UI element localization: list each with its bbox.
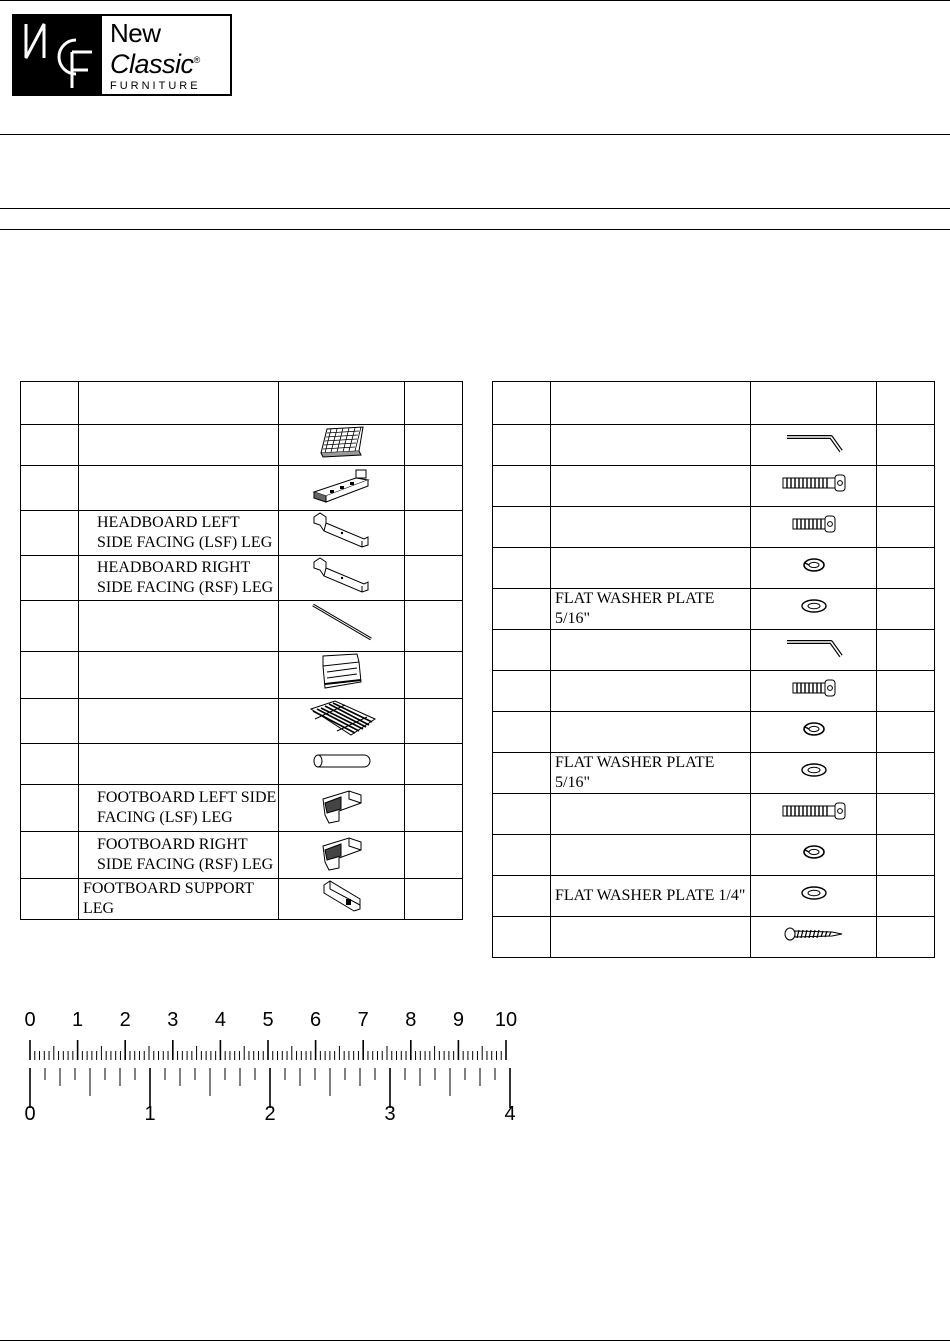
part-image-cell <box>751 876 877 917</box>
part-image-cell <box>751 630 877 671</box>
bolt-icon <box>789 678 839 698</box>
header-description-cell <box>79 382 279 425</box>
footboard-leg-icon <box>319 832 365 872</box>
inch-label: 0 <box>24 1103 36 1124</box>
part-number-cell <box>21 601 79 652</box>
part-description-cell <box>79 879 279 920</box>
header-no-cell <box>493 382 551 425</box>
cm-label: 3 <box>167 1009 179 1031</box>
table-row <box>21 466 463 511</box>
part-description-cell <box>79 699 279 744</box>
part-image-cell <box>751 794 877 835</box>
table-row <box>493 466 935 507</box>
allen-key-icon <box>781 634 847 660</box>
part-number-cell <box>493 630 551 671</box>
table-row <box>21 699 463 744</box>
header-qty-cell <box>877 382 935 425</box>
part-number-cell <box>21 466 79 511</box>
part-image-cell <box>279 425 405 466</box>
part-qty-cell <box>405 785 463 832</box>
logo-wordmark <box>110 20 201 92</box>
part-number-cell <box>493 589 551 630</box>
part-qty-cell <box>405 601 463 652</box>
table-row <box>493 876 935 917</box>
flat-washer-icon <box>799 762 829 778</box>
table-row <box>493 917 935 958</box>
inch-label: 4 <box>504 1103 516 1124</box>
part-image-cell <box>751 507 877 548</box>
part-description-cell <box>79 652 279 699</box>
cm-label: 9 <box>452 1009 464 1031</box>
part-description-line: SIDE FACING (RSF) LEG <box>97 856 274 873</box>
part-description-cell <box>551 589 751 630</box>
cm-label: 2 <box>119 1009 131 1031</box>
part-description-cell <box>79 744 279 785</box>
table-row <box>493 589 935 630</box>
part-image-cell <box>279 699 405 744</box>
part-description-line: SIDE FACING (RSF) LEG <box>97 579 274 596</box>
header-no-cell <box>21 382 79 425</box>
part-description-cell <box>79 832 279 879</box>
part-number-cell <box>493 425 551 466</box>
part-number-cell <box>21 832 79 879</box>
divider <box>0 134 950 135</box>
table-row <box>21 744 463 785</box>
part-number-cell <box>21 511 79 556</box>
table-row <box>21 556 463 601</box>
part-qty-cell <box>877 589 935 630</box>
part-description-cell <box>551 876 751 917</box>
table-row <box>493 794 935 835</box>
part-description-cell <box>79 785 279 832</box>
cm-label: 8 <box>405 1009 417 1031</box>
part-image-cell <box>279 511 405 556</box>
part-number-cell <box>493 671 551 712</box>
part-description-line: FOOTBOARD RIGHT <box>97 836 248 853</box>
part-description-cell <box>551 794 751 835</box>
lock-washer-icon <box>801 557 827 573</box>
part-image-cell <box>279 879 405 920</box>
part-qty-cell <box>877 794 935 835</box>
part-number-cell <box>493 507 551 548</box>
part-qty-cell <box>405 744 463 785</box>
part-qty-cell <box>405 699 463 744</box>
flat-washer-icon <box>799 885 829 901</box>
parts-table <box>20 381 463 920</box>
part-description-cell <box>79 425 279 466</box>
part-image-cell <box>751 425 877 466</box>
footboard-leg-icon <box>319 785 365 825</box>
part-number-cell <box>21 785 79 832</box>
part-qty-cell <box>405 466 463 511</box>
lock-washer-icon <box>801 844 827 860</box>
part-description-text: FLAT WASHER PLATE 5/16" <box>555 754 715 791</box>
long-bolt-icon <box>779 801 849 821</box>
header-image-cell <box>279 382 405 425</box>
allen-key-icon <box>781 429 847 455</box>
company-logo <box>12 14 232 96</box>
part-description-cell <box>551 712 751 753</box>
cm-label: 6 <box>310 1009 322 1031</box>
part-description-cell <box>551 630 751 671</box>
part-image-cell <box>751 589 877 630</box>
table-row <box>21 785 463 832</box>
part-description-line: HEADBOARD RIGHT <box>97 559 251 576</box>
hardware-table <box>492 381 935 958</box>
dowel-icon <box>308 751 376 771</box>
cm-label: 5 <box>262 1009 274 1031</box>
part-number-cell <box>21 652 79 699</box>
logo-line-furniture: FURNITURE <box>110 80 201 92</box>
part-description-cell <box>79 511 279 556</box>
table-row <box>493 548 935 589</box>
inch-label: 3 <box>384 1103 396 1124</box>
cm-label: 7 <box>357 1009 369 1031</box>
part-description-cell <box>79 466 279 511</box>
inch-label: 1 <box>144 1103 156 1124</box>
header-qty-cell <box>405 382 463 425</box>
part-image-cell <box>279 466 405 511</box>
table-row <box>21 425 463 466</box>
part-number-cell <box>493 917 551 958</box>
part-number-cell <box>21 744 79 785</box>
table-row <box>493 630 935 671</box>
part-number-cell <box>21 879 79 920</box>
part-image-cell <box>279 556 405 601</box>
table-row <box>493 507 935 548</box>
part-description-cell <box>551 835 751 876</box>
part-number-cell <box>493 753 551 794</box>
part-description-text: FLAT WASHER PLATE 5/16" <box>555 590 715 627</box>
part-qty-cell <box>405 879 463 920</box>
table-row <box>21 652 463 699</box>
part-qty-cell <box>405 652 463 699</box>
part-description-cell <box>551 917 751 958</box>
part-number-cell <box>493 835 551 876</box>
table-row <box>21 832 463 879</box>
lock-washer-icon <box>801 721 827 737</box>
leg-icon <box>312 556 372 594</box>
part-qty-cell <box>877 671 935 712</box>
inch-label: 2 <box>264 1103 276 1124</box>
divider <box>0 1340 950 1341</box>
divider <box>0 229 950 230</box>
wood-screw-icon <box>782 926 846 942</box>
part-qty-cell <box>877 548 935 589</box>
ncf-monogram-logo <box>14 16 102 94</box>
part-qty-cell <box>877 466 935 507</box>
part-qty-cell <box>405 425 463 466</box>
part-number-cell <box>493 794 551 835</box>
part-description-cell <box>79 601 279 652</box>
part-description-line: FOOTBOARD LEFT SIDE <box>97 789 277 806</box>
part-description-cell <box>551 425 751 466</box>
part-number-cell <box>21 425 79 466</box>
part-qty-cell <box>877 917 935 958</box>
table-row <box>493 712 935 753</box>
long-rod-icon <box>309 601 375 645</box>
part-qty-cell <box>405 511 463 556</box>
part-image-cell <box>279 744 405 785</box>
part-description-line: SIDE FACING (LSF) LEG <box>97 534 273 551</box>
part-description-cell <box>551 548 751 589</box>
part-image-cell <box>751 753 877 794</box>
part-image-cell <box>279 785 405 832</box>
part-description-line: HEADBOARD LEFT <box>97 514 240 531</box>
part-description-line: FACING (LSF) LEG <box>97 809 233 826</box>
part-qty-cell <box>877 835 935 876</box>
leg-icon <box>312 511 372 549</box>
headboard-panel-icon <box>317 425 367 459</box>
part-number-cell <box>493 876 551 917</box>
part-description-cell <box>551 507 751 548</box>
cm-label: 4 <box>214 1009 226 1031</box>
part-qty-cell <box>877 712 935 753</box>
header-image-cell <box>751 382 877 425</box>
flat-washer-icon <box>799 598 829 614</box>
table-header-row <box>21 382 463 425</box>
part-qty-cell <box>877 876 935 917</box>
part-number-cell <box>493 712 551 753</box>
part-description-cell <box>551 671 751 712</box>
table-row <box>21 879 463 920</box>
footboard-frame-icon <box>317 652 367 692</box>
part-number-cell <box>21 699 79 744</box>
part-image-cell <box>279 832 405 879</box>
part-number-cell <box>21 556 79 601</box>
part-qty-cell <box>877 753 935 794</box>
headboard-rail-icon <box>310 466 374 504</box>
part-description-cell <box>551 753 751 794</box>
part-image-cell <box>751 712 877 753</box>
part-image-cell <box>751 917 877 958</box>
logo-line-new: New <box>110 18 161 48</box>
cm-label: 1 <box>72 1009 84 1031</box>
header-description-cell <box>551 382 751 425</box>
table-row <box>493 753 935 794</box>
part-qty-cell <box>877 507 935 548</box>
table-row <box>493 835 935 876</box>
part-image-cell <box>751 466 877 507</box>
part-image-cell <box>751 835 877 876</box>
part-qty-cell <box>405 832 463 879</box>
divider <box>0 208 950 209</box>
logo-line-classic: Classic® <box>110 49 200 79</box>
part-image-cell <box>279 652 405 699</box>
part-description-cell <box>551 466 751 507</box>
part-qty-cell <box>877 630 935 671</box>
part-image-cell <box>279 601 405 652</box>
bolt-icon <box>789 514 839 534</box>
cm-label: 10 <box>494 1009 518 1031</box>
table-row <box>493 425 935 466</box>
part-qty-cell <box>877 425 935 466</box>
measurement-ruler <box>16 1004 526 1124</box>
support-leg-icon <box>320 879 364 913</box>
table-row <box>21 511 463 556</box>
slat-roll-icon <box>305 699 379 737</box>
part-number-cell <box>493 466 551 507</box>
part-qty-cell <box>405 556 463 601</box>
part-image-cell <box>751 671 877 712</box>
part-number-cell <box>493 548 551 589</box>
part-description-cell <box>79 556 279 601</box>
table-row <box>493 671 935 712</box>
part-description-line: FOOTBOARD SUPPORT LEG <box>83 880 254 917</box>
long-bolt-icon <box>779 473 849 493</box>
part-description-text: FLAT WASHER PLATE 1/4" <box>555 887 746 904</box>
cm-label: 0 <box>24 1009 36 1031</box>
table-header-row <box>493 382 935 425</box>
part-image-cell <box>751 548 877 589</box>
table-row <box>21 601 463 652</box>
